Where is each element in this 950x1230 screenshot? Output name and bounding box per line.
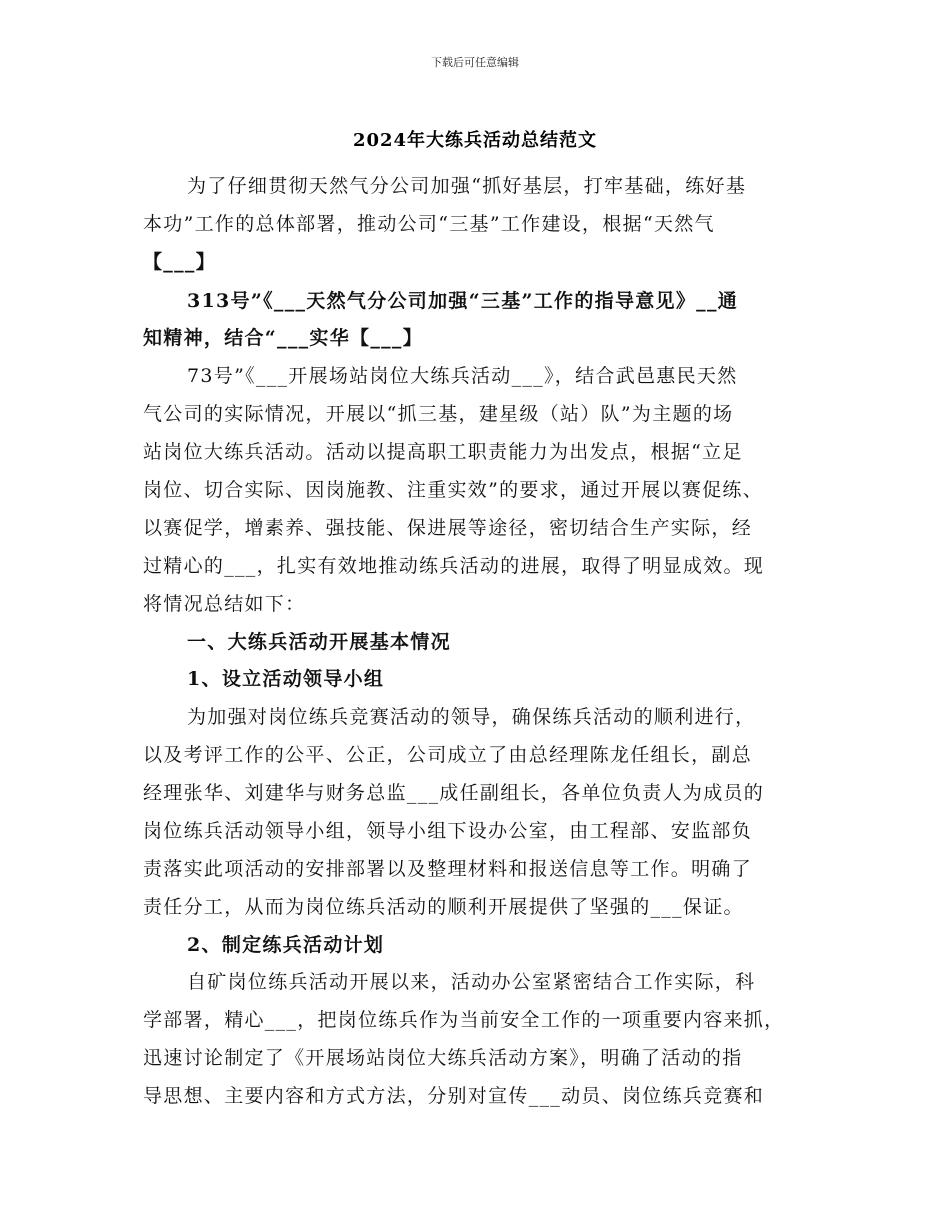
paragraph-line: 站岗位大练兵活动。活动以提高职工职责能力为出发点，根据“立足	[143, 441, 743, 463]
paragraph-line: 岗位练兵活动领导小组，领导小组下设办公室，由工程部、安监部负	[143, 820, 753, 842]
paragraph-line: 学部署，精心___，把岗位练兵作为当前安全工作的一项重要内容来抓，	[143, 1009, 785, 1031]
subsection-heading: 2、制定练兵活动计划	[187, 934, 385, 956]
paragraph-line: 迅速讨论制定了《开展场站岗位大练兵活动方案》，明确了活动的指	[143, 1047, 743, 1069]
paragraph-line: 岗位、切合实际、因岗施教、注重实效”的要求，通过开展以赛促练、	[143, 479, 764, 501]
section-heading: 一、大练兵活动开展基本情况	[187, 631, 451, 653]
paragraph-line: 过精心的___，扎实有效地推动练兵活动的进展，取得了明显成效。现	[143, 555, 765, 577]
document-title: 2024年大练兵活动总结范文	[352, 130, 598, 151]
paragraph-line: 责落实此项活动的安排部署以及整理材料和报送信息等工作。明确了	[143, 858, 753, 880]
paragraph-line: 知精神，结合“___实华【___】	[143, 327, 424, 349]
paragraph-line: 313号”《___天然气分公司加强“三基”工作的指导意见》__通	[187, 290, 739, 312]
paragraph-line: 经理张华、刘建华与财务总监___成任副组长，各单位负责人为成员的	[143, 782, 765, 804]
paragraph-line: 气公司的实际情况，开展以“抓三基，建星级（站）队”为主题的场	[143, 403, 734, 425]
paragraph-line: 73号”《___开展场站岗位大练兵活动___》，结合武邑惠民天然	[187, 365, 738, 387]
paragraph-line: 导思想、主要内容和方式方法，分别对宣传___动员、岗位练兵竞赛和	[143, 1085, 765, 1107]
subsection-heading: 1、设立活动领导小组	[187, 668, 385, 690]
paragraph-line: 将情况总结如下：	[143, 593, 306, 615]
header-note: 下载后可任意编辑	[431, 56, 519, 69]
paragraph-line: 自矿岗位练兵活动开展以来，活动办公室紧密结合工作实际，科	[187, 971, 756, 993]
paragraph-line: 为了仔细贯彻天然气分公司加强“抓好基层，打牢基础，练好基	[187, 175, 747, 197]
paragraph-line: 为加强对岗位练兵竞赛活动的领导，确保练兵活动的顺利进行，	[187, 706, 756, 728]
paragraph-line: 以赛促学，增素养、强技能、保进展等途径，密切结合生产实际，经	[143, 517, 753, 539]
paragraph-line: 本功”工作的总体部署，推动公司“三基”工作建设，根据“天然气	[143, 213, 715, 235]
paragraph-line: 【___】	[143, 251, 217, 273]
paragraph-line: 以及考评工作的公平、公正，公司成立了由总经理陈龙任组长，副总	[143, 744, 753, 766]
paragraph-line: 责任分工，从而为岗位练兵活动的顺利开展提供了坚强的___保证。	[143, 896, 744, 918]
